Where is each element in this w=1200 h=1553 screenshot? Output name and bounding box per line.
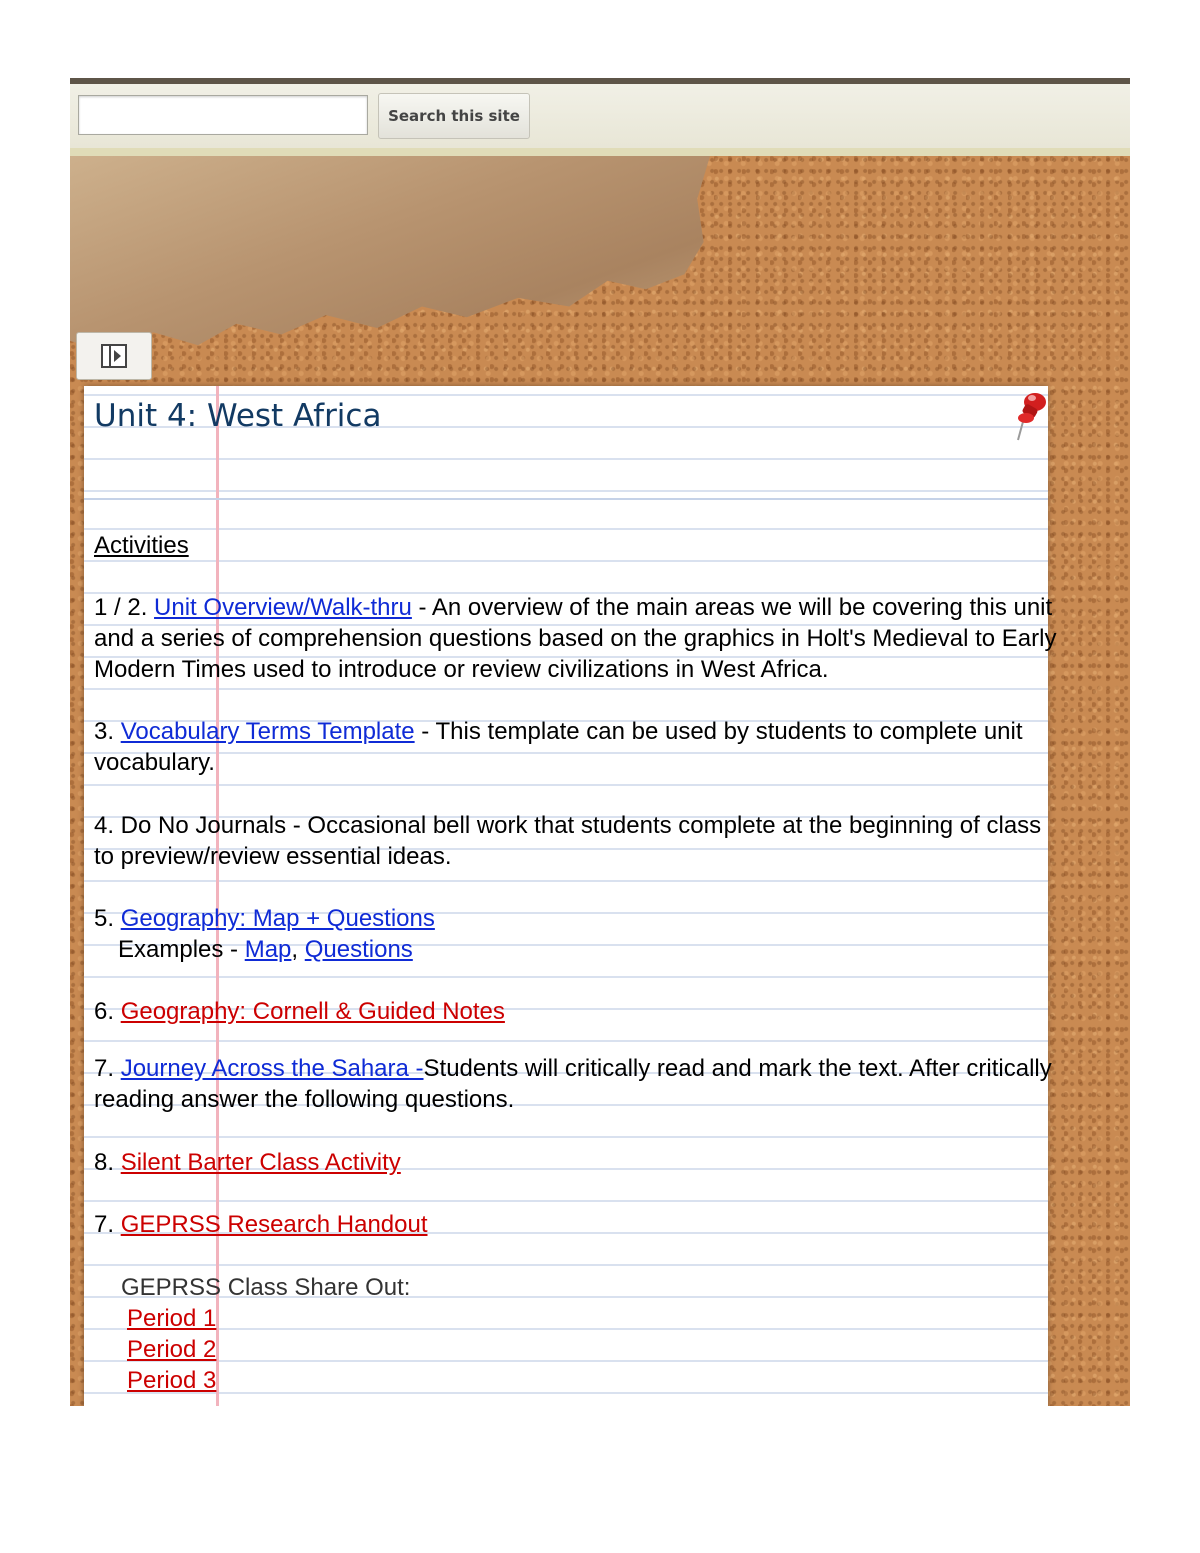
- page-frame: [70, 78, 1130, 1406]
- title-divider: [84, 498, 1048, 500]
- sidebar-toggle-icon: [100, 343, 128, 369]
- search-button[interactable]: Search this site: [378, 93, 530, 139]
- example-map-link[interactable]: Map: [244, 936, 292, 963]
- journey-sahara-link[interactable]: Journey Across the Sahara -: [120, 1055, 424, 1082]
- content-body: [94, 533, 1106, 1396]
- search-input[interactable]: [78, 95, 368, 135]
- list-item: 8. Silent Barter Class Activity: [94, 1149, 401, 1176]
- list-item: 3. Vocabulary Terms Template - This template can be used by students to complete unit vocabulary.: [94, 718, 1023, 776]
- sidebar-toggle-button[interactable]: [76, 332, 152, 380]
- content-note: [84, 386, 1057, 1406]
- list-item: 7. Journey Across the Sahara -Students will critically read and mark the text. After critically reading answer the following questions.: [94, 1055, 1052, 1113]
- header-paper-decoration: [70, 156, 710, 371]
- list-item: 7. GEPRSS Research Handout: [94, 1211, 428, 1238]
- pushpin-icon: [1014, 388, 1048, 444]
- list-item: 6. Geography: Cornell & Guided Notes: [94, 998, 505, 1025]
- period-list: [94, 1303, 1106, 1396]
- page-title: Unit 4: West Africa: [94, 398, 382, 434]
- geprss-handout-link[interactable]: GEPRSS Research Handout: [120, 1211, 428, 1238]
- period-3-link[interactable]: Period 3: [127, 1367, 217, 1394]
- activities-heading: Activities: [94, 532, 189, 559]
- search-bar: [70, 84, 1130, 156]
- cornell-guided-notes-link[interactable]: Geography: Cornell & Guided Notes: [120, 998, 505, 1025]
- list-item: 5. Geography: Map + Questions Examples - Map, Questions: [94, 905, 435, 963]
- share-out-label: GEPRSS Class Share Out:: [121, 1274, 411, 1301]
- unit-overview-link[interactable]: Unit Overview/Walk-thru: [154, 594, 412, 621]
- period-2-link[interactable]: Period 2: [127, 1336, 217, 1363]
- period-1-link[interactable]: Period 1: [127, 1305, 217, 1332]
- list-item: 1 / 2. Unit Overview/Walk-thru - An overview of the main areas we will be covering this unit and a series of comprehension questions based on the graphics in Holt's Medieval to Early Modern Times used to introduce or review civilizations in West Africa.: [94, 594, 1057, 683]
- silent-barter-link[interactable]: Silent Barter Class Activity: [120, 1149, 401, 1176]
- vocabulary-template-link[interactable]: Vocabulary Terms Template: [120, 718, 415, 745]
- list-item: 4. Do No Journals - Occasional bell work that students complete at the beginning of class to preview/review essential ideas.: [94, 812, 1042, 870]
- geography-map-questions-link[interactable]: Geography: Map + Questions: [120, 905, 435, 932]
- example-questions-link[interactable]: Questions: [304, 936, 413, 963]
